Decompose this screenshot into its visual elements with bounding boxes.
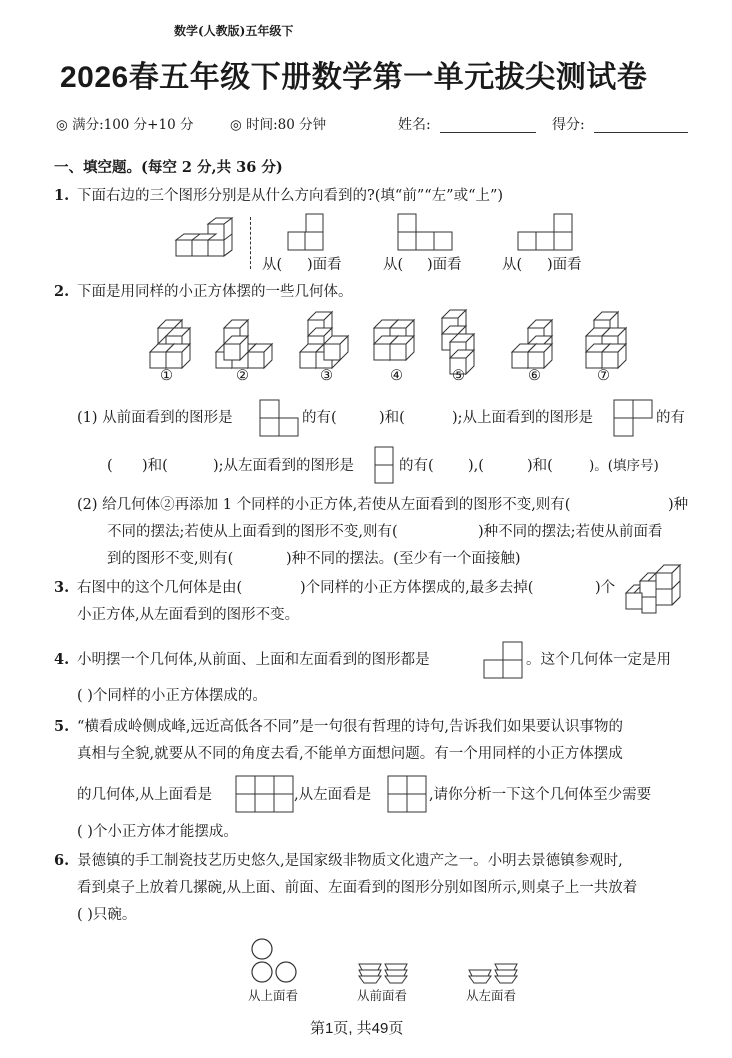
- q5-l3b: ,从左面看是: [294, 787, 372, 803]
- q2-text: 下面是用同样的小正方体摆的一些几何体。: [77, 284, 353, 300]
- q2-p1-top-shape: [614, 400, 654, 438]
- full-score: ◎ 满分:100 分+10 分: [56, 117, 194, 133]
- q2-label-5: ⑤: [452, 368, 465, 384]
- name-field[interactable]: [440, 132, 536, 133]
- q2-p2-l2a: 不同的摆法;若使从上面看到的图形不变,则有(: [107, 524, 398, 540]
- q6-l1: 景德镇的手工制瓷技艺历史悠久,是国家级非物质文化遗产之一。小明去景德镇参观时,: [77, 853, 623, 869]
- q5-l3a: 的几何体,从上面看是: [77, 787, 213, 803]
- q3-l1b: )个同样的小正方体摆成的,最多去掉(: [300, 580, 534, 596]
- q5-l4: ( )个小正方体才能摆成。: [77, 824, 238, 840]
- q1-solid-figure: [176, 218, 246, 270]
- q2-label-3: ③: [320, 368, 333, 384]
- q1-label-b-1: 从(: [383, 257, 404, 273]
- q5-top-view-shape: [236, 776, 294, 814]
- q5-l1: “横看成岭侧成峰,远近高低各不同”是一句很有哲理的诗句,告诉我们如果要认识事物的: [77, 719, 624, 735]
- q3-l1a: 右图中的这个几何体是由(: [77, 580, 243, 596]
- q3-solid-figure: [626, 565, 688, 617]
- q5-l2: 真相与全貌,就要从不同的角度去看,不能单方面想问题。有一个用同样的小正方体摆成: [77, 746, 623, 762]
- score-label: 得分:: [552, 117, 585, 133]
- name-label: 姓名:: [398, 117, 431, 133]
- q2-p1-e: 的有: [656, 410, 685, 426]
- q4-l1a: 小明摆一个几何体,从前面、上面和左面看到的图形都是: [77, 652, 430, 668]
- q1-number: 1.: [54, 187, 70, 204]
- q2-label-1: ①: [160, 368, 173, 384]
- q1-view-b: [398, 214, 454, 252]
- q2-label-7: ⑦: [597, 368, 610, 384]
- q2-p2-l1b: )种: [668, 497, 689, 513]
- q1-label-a-2: )面看: [307, 257, 342, 273]
- section-title: 一、填空题。(每空 2 分,共 36 分): [54, 159, 283, 176]
- q1-label-b-2: )面看: [427, 257, 462, 273]
- q2-p1-h: );从左面看到的图形是: [213, 458, 355, 474]
- q2-p2-l3b: )种不同的摆法。(至少有一个面接触): [286, 551, 521, 567]
- q2-p2-l1a: (2) 给几何体②再添加 1 个同样的小正方体,若使从左面看到的图形不变,则有(: [77, 497, 571, 513]
- q2-p2-l3a: 到的图形不变,则有(: [107, 551, 234, 567]
- q1-view-c: [518, 214, 574, 252]
- page-title: 2026春五年级下册数学第一单元拔尖测试卷: [60, 61, 648, 94]
- q2-label-4: ④: [390, 368, 403, 384]
- exam-time: ◎ 时间:80 分钟: [230, 117, 327, 133]
- page-number: 第1页, 共49页: [310, 1020, 404, 1037]
- q2-p1-j: ),(: [468, 458, 484, 474]
- q4-view-shape: [484, 642, 524, 680]
- q6-left-view-bowls: [468, 962, 520, 986]
- q2-p1-l: )。(填序号): [589, 458, 659, 474]
- q2-label-2: ②: [236, 368, 249, 384]
- q2-p1-front-shape: [260, 400, 300, 438]
- q2-label-6: ⑥: [528, 368, 541, 384]
- q4-number: 4.: [54, 651, 70, 668]
- q6-caption-top: 从上面看: [248, 988, 299, 1003]
- q6-top-view-bowls: [250, 938, 302, 986]
- q6-caption-left: 从左面看: [466, 988, 517, 1003]
- q2-p1-i: 的有(: [399, 458, 434, 474]
- q2-solids: [130, 310, 630, 372]
- series-label: 数学(人教版)五年级下: [174, 24, 294, 38]
- q5-number: 5.: [54, 718, 70, 735]
- q2-p1-f: (: [107, 458, 113, 474]
- q6-front-view-bowls: [358, 962, 410, 986]
- q5-l3c: ,请你分析一下这个几何体至少需要: [429, 787, 652, 803]
- q3-l2: 小正方体,从左面看到的图形不变。: [77, 607, 300, 623]
- q1-text: 下面右边的三个图形分别是从什么方向看到的?(填“前”“左”或“上”): [77, 188, 504, 204]
- q1-label-c-2: )面看: [547, 257, 582, 273]
- q2-p1-g: )和(: [142, 458, 168, 474]
- q2-p1-d: );从上面看到的图形是: [452, 410, 594, 426]
- q4-l2: ( )个同样的小正方体摆成的。: [77, 688, 267, 704]
- q6-l3: ( )只碗。: [77, 907, 137, 923]
- q1-view-a: [288, 214, 324, 252]
- q2-p1-b: 的有(: [302, 410, 337, 426]
- q2-p1-c: )和(: [379, 410, 405, 426]
- q2-p1-a: (1) 从前面看到的图形是: [77, 410, 233, 426]
- score-field[interactable]: [594, 132, 688, 133]
- q2-p1-left-shape: [375, 447, 395, 485]
- q1-label-a-1: 从(: [262, 257, 283, 273]
- q1-label-c-1: 从(: [502, 257, 523, 273]
- q3-l1c: )个: [595, 580, 616, 596]
- q6-number: 6.: [54, 852, 70, 869]
- q1-divider: [250, 217, 251, 269]
- q5-left-view-shape: [388, 776, 428, 814]
- q3-number: 3.: [54, 579, 70, 596]
- q2-p2-l2b: )种不同的摆法;若使从前面看: [478, 524, 663, 540]
- q6-caption-front: 从前面看: [357, 988, 408, 1003]
- q2-p1-k: )和(: [527, 458, 553, 474]
- q6-l2: 看到桌子上放着几摞碗,从上面、前面、左面看到的图形分别如图所示,则桌子上一共放着: [77, 880, 638, 896]
- q4-l1b: 。这个几何体一定是用: [526, 652, 671, 668]
- q2-number: 2.: [54, 283, 70, 300]
